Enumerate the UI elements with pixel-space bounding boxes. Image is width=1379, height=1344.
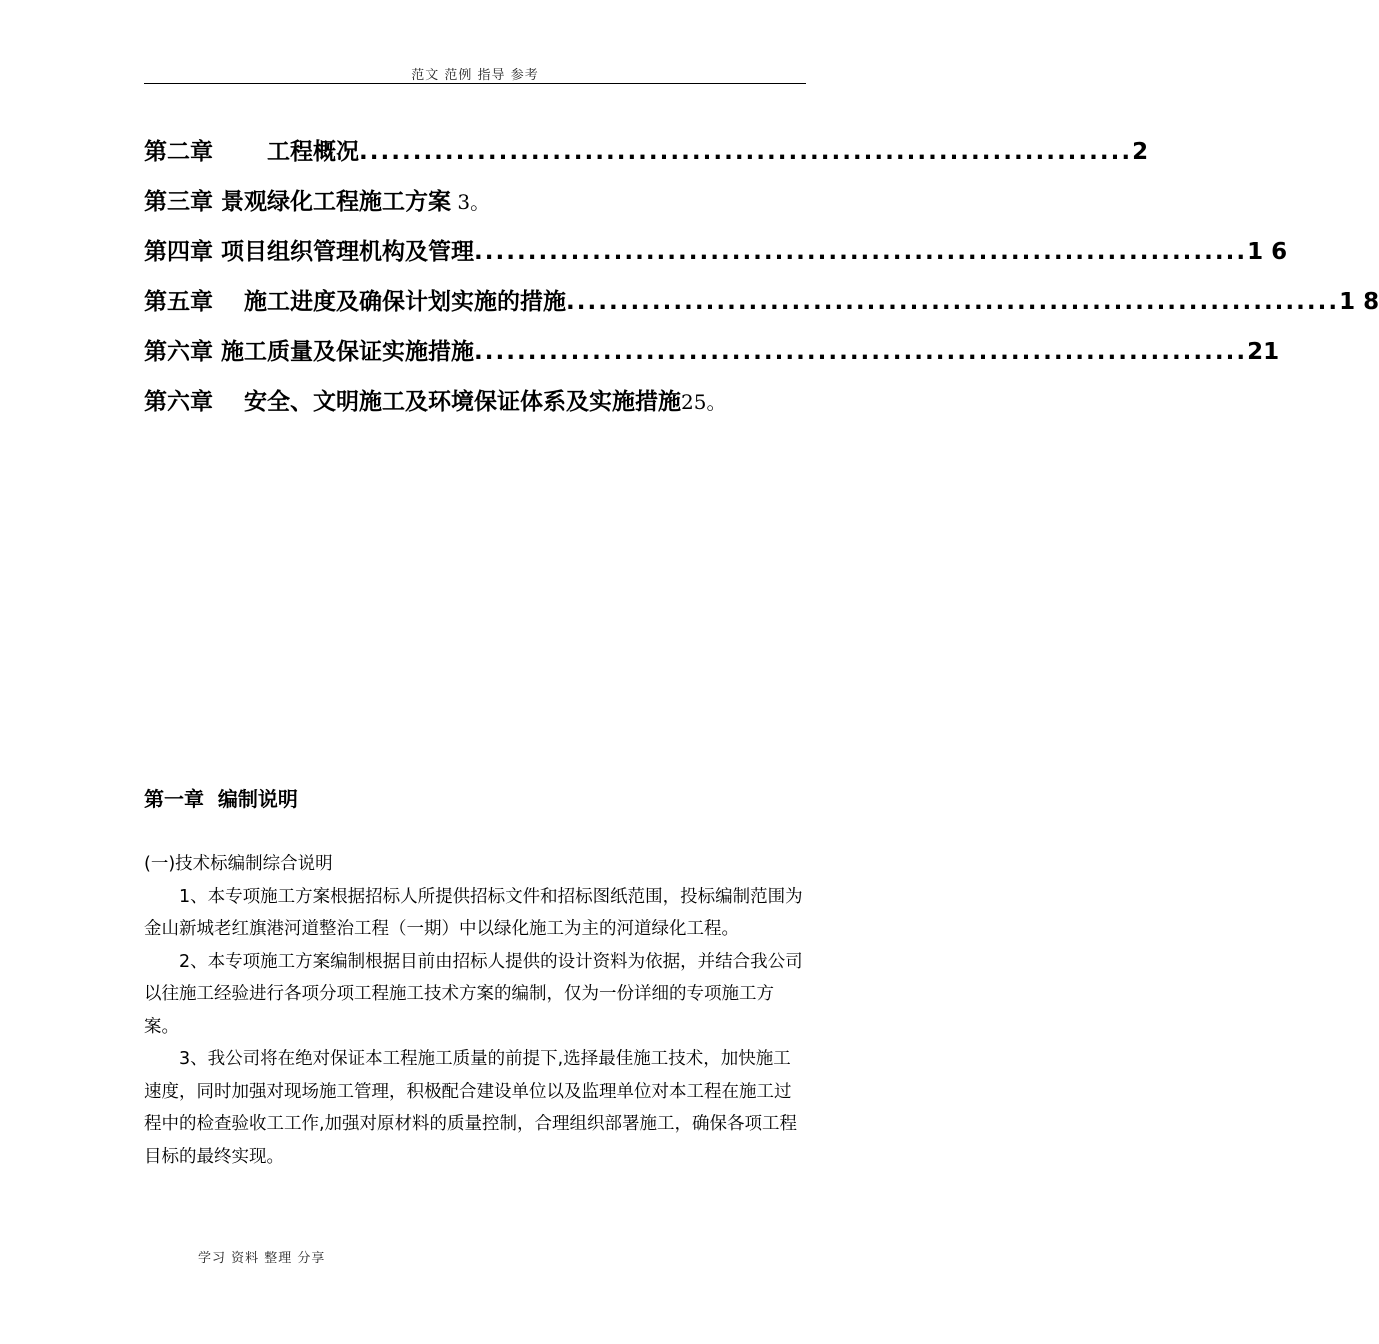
toc-chapter: 第四章 [144, 239, 213, 265]
toc-gap [213, 182, 221, 222]
toc-entry[interactable] [144, 232, 1288, 282]
toc-gap [213, 382, 244, 422]
toc-chapter: 第三章 [144, 189, 213, 215]
toc-page-number: 3。 [451, 190, 491, 214]
toc-dots: ........................................................................ [474, 339, 1248, 365]
toc-dots: ........................................................................ [566, 289, 1340, 315]
toc-page-number: 25。 [681, 390, 727, 414]
toc-dots: ........................................................................ [359, 139, 1133, 165]
page-footer: 学习 资料 整理 分享 [198, 1251, 326, 1266]
toc-dots: ........................................................................ [474, 239, 1248, 265]
toc-gap [213, 132, 267, 172]
toc-title: 施工质量及保证实施措施 [221, 339, 475, 365]
paragraph: 2、本专项施工方案编制根据目前由招标人提供的设计资料为依据，并结合我公司以往施工经验进行各项分项工程施工技术方案的编制，仅为一份详细的专项施工方案。 [144, 951, 803, 1037]
page-header: 范文 范例 指导 参考 [411, 68, 539, 83]
toc-gap [213, 282, 244, 322]
toc-page-number: 1 8 [1339, 289, 1379, 315]
toc-page-number: 1 6 [1247, 239, 1288, 265]
toc-title: 安全、文明施工及环境保证体系及实施措施 [244, 389, 682, 415]
toc-page-number: 21 [1247, 339, 1280, 365]
table-of-contents [144, 132, 1379, 432]
header-rule [144, 83, 806, 84]
paragraph: 1、本专项施工方案根据招标人所提供招标文件和招标图纸范围，投标编制范围为金山新城老红旗港河道整治工程（一期）中以绿化施工为主的河道绿化工程。 [144, 886, 803, 939]
toc-title: 项目组织管理机构及管理 [221, 239, 475, 265]
toc-gap [213, 332, 221, 372]
toc-entry[interactable] [144, 132, 1149, 182]
body-text [144, 848, 806, 1173]
toc-gap [213, 232, 221, 272]
toc-chapter: 第六章 [144, 339, 213, 365]
paragraph: 3、我公司将在绝对保证本工程施工质量的前提下,选择最佳施工技术，加快施工速度，同时加强对现场施工管理，积极配合建设单位以及监理单位对本工程在施工过程中的检查验收工工作,加强对原材料的质量控制，合理组织部署施工，确保各项工程目标的最终实现。 [144, 1049, 798, 1167]
toc-chapter: 第五章 [144, 289, 213, 315]
toc-page-number: 2 [1132, 139, 1149, 165]
chapter-heading: 第一章 编制说明 [144, 787, 298, 811]
toc-chapter: 第六章 [144, 389, 213, 415]
toc-chapter: 第二章 [144, 139, 213, 165]
toc-entry[interactable] [144, 182, 806, 232]
toc-entry[interactable] [144, 382, 806, 432]
toc-title: 景观绿化工程施工方案 [221, 189, 452, 215]
toc-title: 施工进度及确保计划实施的措施 [244, 289, 567, 315]
toc-entry[interactable] [144, 282, 1379, 332]
toc-entry[interactable] [144, 332, 1280, 382]
section-subtitle: (一)技术标编制综合说明 [144, 854, 333, 874]
toc-title: 工程概况 [267, 139, 360, 165]
